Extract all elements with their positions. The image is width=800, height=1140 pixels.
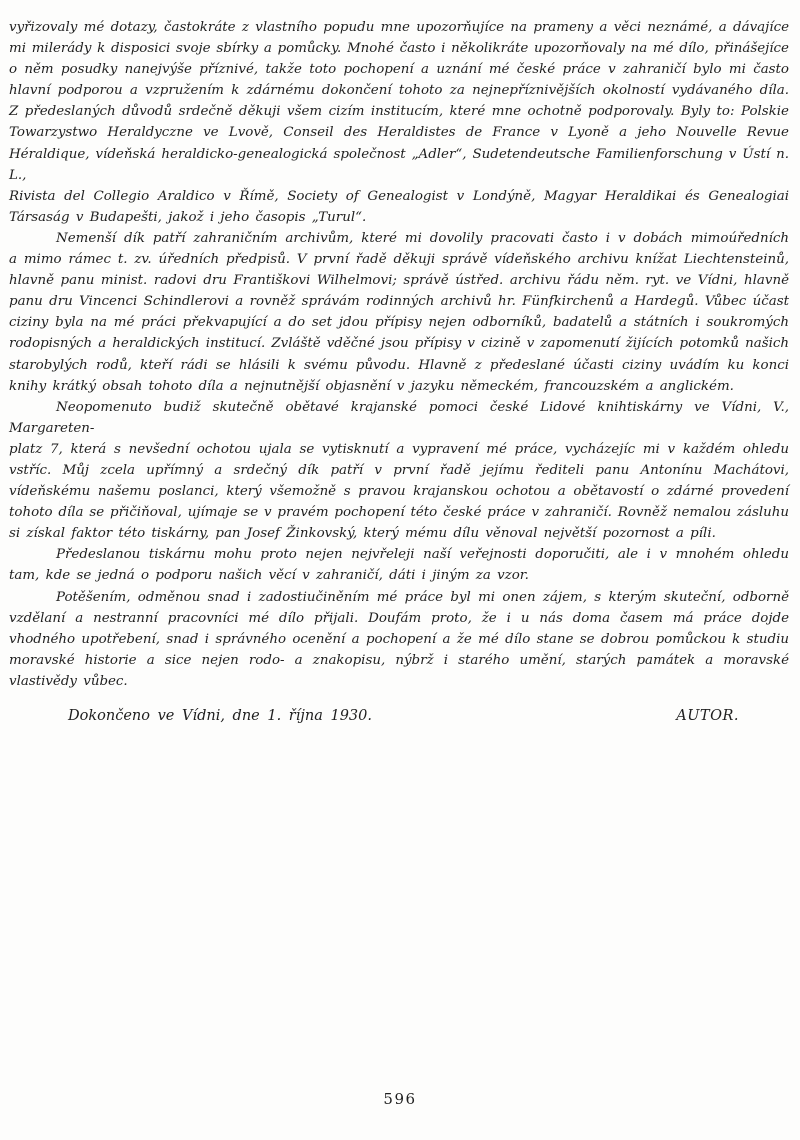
text-line: panu dru Vincenci Schindlerovi a rovněž správám rodinných archivů hr. Fünfkirchenů a Hardegů. Vůbec účast: [9, 294, 789, 310]
text-line: Rivista del Collegio Araldico v Římě, Society of Genealogist v Londýně, Magyar Heraldikai és Genealogiai: [9, 188, 789, 204]
closing-line: [9, 706, 789, 726]
text-line: Potěšením, odměnou snad i zadostiučiněním mé práce byl mi onen zájem, s kterým skuteční, odborně: [56, 589, 789, 605]
text-line: tohoto díla se přičiňoval, ujímaje se v pravém pochopení této české práce v zahraničí. Rovněž nemalou zásluhu: [9, 505, 789, 521]
text-line: a mimo rámec t. zv. úředních předpisů. V první řadě děkuji správě vídeňského archivu knížat Liechtensteinů,: [9, 252, 789, 268]
text-line: mi milerády k disposici svoje sbírky a pomůcky. Mnohé často i několikráte upozorňovaly na mé dílo, přinášejíce: [9, 41, 789, 57]
text-line: Předeslanou tiskárnu mohu proto nejen nejvřeleji naší veřejnosti doporučiti, ale i v mnohém ohledu: [56, 547, 789, 563]
document-text: [9, 17, 789, 692]
text-line: Towarzystwo Heraldyczne ve Lvově, Conseil des Heraldistes de France v Lyoně a jeho Nouvelle Revue: [9, 125, 789, 141]
text-line: vstříc. Můj zcela upřímný a srdečný dík patří v první řadě jejímu řediteli panu Antonínu Machátovi,: [9, 462, 789, 478]
paragraph: [9, 544, 789, 586]
text-line: Társaság v Budapešti, jakož i jeho časopis „Turul“.: [9, 209, 367, 225]
text-line: vlastivědy vůbec.: [9, 673, 128, 689]
text-line: starobylých rodů, kteří rádi se hlásili k svému původu. Hlavně z předeslané účasti ciziny uvádím ku konci: [9, 357, 789, 373]
text-line: vídeňskému našemu poslanci, který všemožně s pravou krajanskou ochotou a obětavostí o zdárné provedení: [9, 484, 789, 500]
text-line: vyřizovaly mé dotazy, častokráte z vlastního popudu mne upozorňujíce na prameny a věci neznámé, a dávajíce: [9, 20, 789, 35]
text-line: platz 7, která s nevšední ochotou ujala se vytisknutí a vypravení mé práce, vycházejíc mi v každém ohledu: [9, 441, 789, 457]
text-line: ciziny byla na mé práci překvapující a do set jdou přípisy nejen odborníků, badatelů a státních i soukromých: [9, 315, 789, 331]
text-line: Neopomenuto budiž skutečně obětavé krajanské pomoci české Lidové knihtiskárny ve Vídni, V., Margareten-: [9, 399, 789, 436]
text-line: vhodného upotřebení, snad i správného ocenění a pochopení a že mé dílo stane se dobrou pomůckou k studiu: [9, 631, 789, 647]
text-line: moravské historie a sice nejen rodo- a znakopisu, nýbrž i starého umění, starých památek a moravské: [9, 652, 789, 668]
text-line: tam, kde se jedná o podporu našich věcí v zahraničí, dáti i jiným za vzor.: [9, 568, 529, 584]
text-line: o něm posudky nanejvýše příznivé, takže toto pochopení a uznání mé české práce v zahraničí bylo mi často: [9, 62, 789, 78]
paragraph: [9, 397, 789, 545]
text-line: Nemenší dík patří zahraničním archivům, které mi dovolily pracovati často i v dobách mimoúředních: [56, 230, 789, 246]
text-line: Héraldique, vídeňská heraldicko-genealogická společnost „Adler“, Sudetendeutsche Familienforschung v Ústí n. L.,: [9, 146, 789, 183]
text-line: hlavní podporou a vzpružením k zdárnému dokončení tohoto za nejnepříznivějších okolností vydávaného díla.: [9, 83, 789, 99]
text-line: vzdělaní a nestranní pracovníci mé dílo přijali. Doufám proto, že i u nás doma časem má práce dojde: [9, 610, 789, 626]
paragraph: [9, 228, 789, 397]
completion-date: Dokončeno ve Vídni, dne 1. října 1930.: [68, 708, 372, 724]
text-line: knihy krátký obsah tohoto díla a nejnutnější objasnění v jazyku německém, francouzském a anglickém.: [9, 378, 734, 394]
author-signature: AUTOR.: [676, 708, 739, 724]
text-line: Z předeslaných důvodů srdečně děkuji všem cizím institucím, které mne ochotně podporovaly. Byly to: Polskie: [9, 104, 789, 120]
paragraph: [9, 17, 789, 228]
text-line: si získal faktor této tiskárny, pan Josef Žinkovský, který mému dílu věnoval největší pozornost a píli.: [9, 526, 716, 542]
text-line: hlavně panu minist. radovi dru Františkovi Wilhelmovi; správě ústřed. archivu řádu něm. ryt. ve Vídni, hlavně: [9, 273, 789, 289]
text-line: rodopisných a heraldických institucí. Zvláště vděčné jsou přípisy v cizině v zapomenutí žijících potomků našich: [9, 336, 789, 352]
paragraph: [9, 587, 789, 692]
page-number: 596: [383, 1090, 417, 1108]
